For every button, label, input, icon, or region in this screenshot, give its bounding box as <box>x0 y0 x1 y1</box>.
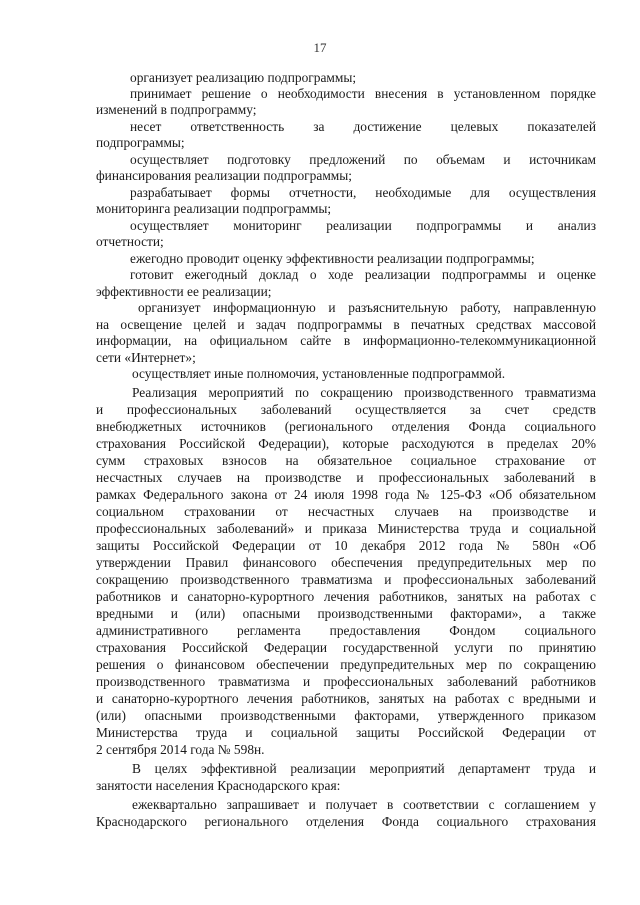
text-line: финансирования реализации подпрограммы; <box>96 168 352 183</box>
text-line: и санаторно-курортного лечения работников, занятых на работах с вредными и <box>96 691 596 706</box>
text-line: мониторинга реализации подпрограммы; <box>96 201 332 216</box>
text-line: ежеквартально запрашивает и получает в соответствии с соглашением у <box>132 797 596 812</box>
text-line: Министерства труда и социальной защиты Российской Федерации от <box>96 725 596 740</box>
text-line: и профессиональных заболеваний осуществляется за счет средств <box>96 402 596 417</box>
text-line: осуществляет подготовку предложений по объемам и источникам <box>130 152 596 167</box>
text-line: несчастных случаев на производстве и профессиональных заболеваний в <box>96 470 596 485</box>
page-number: 17 <box>313 40 327 55</box>
text-line: рамках Федерального закона от 24 июля 1998 года № 125-ФЗ «Об обязательном <box>96 487 596 502</box>
text-line: готовит ежегодный доклад о ходе реализации подпрограммы и оценке <box>130 267 596 282</box>
text-line: страхования Российской Федерации государственной услуги по принятию <box>96 640 596 655</box>
text-line: вредными и (или) опасными производственными факторами», а также <box>96 606 596 621</box>
text-line: 2 сентября 2014 года № 598н. <box>96 742 265 757</box>
text-line: принимает решение о необходимости внесения в установленном порядке <box>130 86 596 101</box>
text-line: профессиональных заболеваний» и приказа Министерства труда и социальной <box>96 521 596 536</box>
text-line: несет ответственность за достижение целевых показателей <box>130 119 596 134</box>
text-line: информации, на официальном сайте в информационно-телекоммуникационной <box>96 333 596 348</box>
text-line: ежегодно проводит оценку эффективности реализации подпрограммы; <box>130 251 535 266</box>
text-line: разрабатывает формы отчетности, необходимые для осуществления <box>130 185 596 200</box>
text-line: организует реализацию подпрограммы; <box>130 70 357 85</box>
text-line: сокращению производственного травматизма и профессиональных заболеваний <box>96 572 596 587</box>
text-line: В целях эффективной реализации мероприятий департамент труда и <box>132 761 596 776</box>
text-line: изменений в подпрограмму; <box>96 102 257 117</box>
text-line: Реализация мероприятий по сокращению производственного травматизма <box>132 385 596 400</box>
text-line: организует информационную и разъяснительную работу, направленную <box>138 300 596 315</box>
text-line: осуществляет мониторинг реализации подпрограммы и анализ <box>130 218 596 233</box>
text-line: социальном страховании от несчастных случаев на производстве и <box>96 504 596 519</box>
text-line: производственного травматизма и профессиональных заболеваний работников <box>96 674 596 689</box>
text-line: решения о финансовом обеспечении предупредительных мер по сокращению <box>96 657 596 672</box>
text-line: административного регламента предоставления Фондом социального <box>96 623 596 638</box>
text-line: на освещение целей и задач подпрограммы в печатных средствах массовой <box>96 317 596 332</box>
text-line: Краснодарского регионального отделения Фонда социального страхования <box>96 814 596 829</box>
text-line: сумм страховых взносов на обязательное социальное страхование от <box>96 453 596 468</box>
text-line: отчетности; <box>96 234 164 249</box>
text-line: защиты Российской Федерации от 10 декабря 2012 года № 580н «Об <box>96 538 596 553</box>
text-line: страхования Российской Федерации), которые расходуются в пределах 20% <box>96 436 596 451</box>
text-line: подпрограммы; <box>96 135 185 150</box>
text-line: осуществляет иные полномочия, установленные подпрограммой. <box>132 366 506 381</box>
text-line: эффективности ее реализации; <box>96 284 272 299</box>
text-line: (или) опасными производственными факторами, утвержденного приказом <box>96 708 596 723</box>
text-line: утверждении Правил финансового обеспечения предупредительных мер по <box>96 555 596 570</box>
text-line: работников и санаторно-курортного лечения работников, занятых на работах с <box>96 589 596 604</box>
text-line: сети «Интернет»; <box>96 350 196 365</box>
text-line: внебюджетных источников (регионального отделения Фонда социального <box>96 419 596 434</box>
text-line: занятости населения Краснодарского края: <box>96 778 341 793</box>
